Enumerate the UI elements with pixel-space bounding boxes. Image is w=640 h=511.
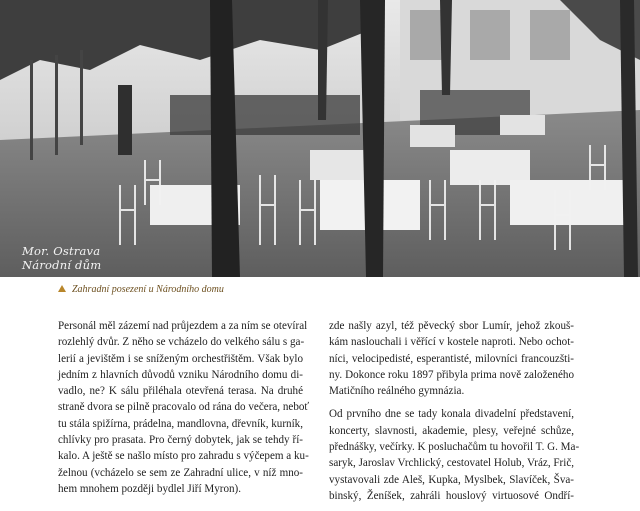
text-line: koncerty, slavnosti, akademie, plesy, veřejné schůze, xyxy=(329,424,574,437)
text-line: rozlehlý dvůr. Z něho se vcházelo do velkého sálu s ga- xyxy=(58,336,305,349)
text-line: níci, velocipedisté, esperantisté, milovníci francouzšti- xyxy=(329,352,574,365)
photo-label-line: Národní dům xyxy=(22,258,102,272)
photo-handwritten-label xyxy=(22,244,101,272)
text-line: saryk, Jaroslav Vrchlický, cestovatel Holub, Vráz, Frič, xyxy=(329,457,575,470)
photo-caption xyxy=(58,283,224,297)
paragraph xyxy=(329,406,580,504)
paragraph xyxy=(329,318,574,399)
text-line: Od prvního dne se tady konala divadelní představení, xyxy=(329,408,574,421)
photo-label-line: Mor. Ostrava xyxy=(22,244,101,258)
triangle-marker-icon xyxy=(58,285,66,292)
text-line: kalo. A ještě se našlo místo pro zahradu s výčepem a ku- xyxy=(58,450,309,463)
text-line: lerií a jevištěm i se sníženým orchestřištěm. Však bylo xyxy=(58,352,303,365)
text-line: straně dvora se pilně pracovalo od rána do večera, neboť xyxy=(58,401,310,414)
text-line: hem mnohem později bydlel Jiří Myron). xyxy=(58,482,242,495)
left-text-column xyxy=(58,318,310,504)
text-line: zde našly azyl, též pěvecký sbor Lumír, jehož zkouš- xyxy=(329,320,574,332)
text-line: Personál měl zázemí nad průjezdem a za ním se otevíral xyxy=(58,320,308,332)
text-line: tu stála spižírna, prádelna, mandlovna, dřevník, kurník, xyxy=(58,417,303,430)
text-line: jedním z hlavních důvodů vzniku Národního domu di- xyxy=(58,368,303,381)
text-line: Matičního reálného gymnázia. xyxy=(329,385,465,398)
paragraph xyxy=(58,318,310,497)
text-line: ny. Dokonce roku 1897 přibyla prima nově založeného xyxy=(329,368,574,381)
text-line: želnou (vcházelo se sem ze Zahradní ulice, v níž mno- xyxy=(58,466,303,479)
text-line: vystavovali zde Aleš, Kupka, Myslbek, Slavíček, Šva- xyxy=(329,473,574,486)
text-line: vadlo, ne? K sálu přiléhala otevřená terasa. Na druhé xyxy=(58,385,303,398)
right-text-column xyxy=(329,318,580,511)
text-line: kám naslouchali i věřící v kostele naproti. Nebo ochot- xyxy=(329,336,574,349)
text-line: binský, Ženíšek, zahráli houslový virtuosové Ondří- xyxy=(329,489,574,502)
text-line: chlívky pro prasata. Pro černý dobytek, jak se tehdy ří- xyxy=(58,434,303,447)
text-line: přednášky, večírky. K posluchačům tu hovořil T. G. Ma- xyxy=(329,441,580,454)
photo-caption-text: Zahradní posezení u Národního domu xyxy=(72,284,224,295)
